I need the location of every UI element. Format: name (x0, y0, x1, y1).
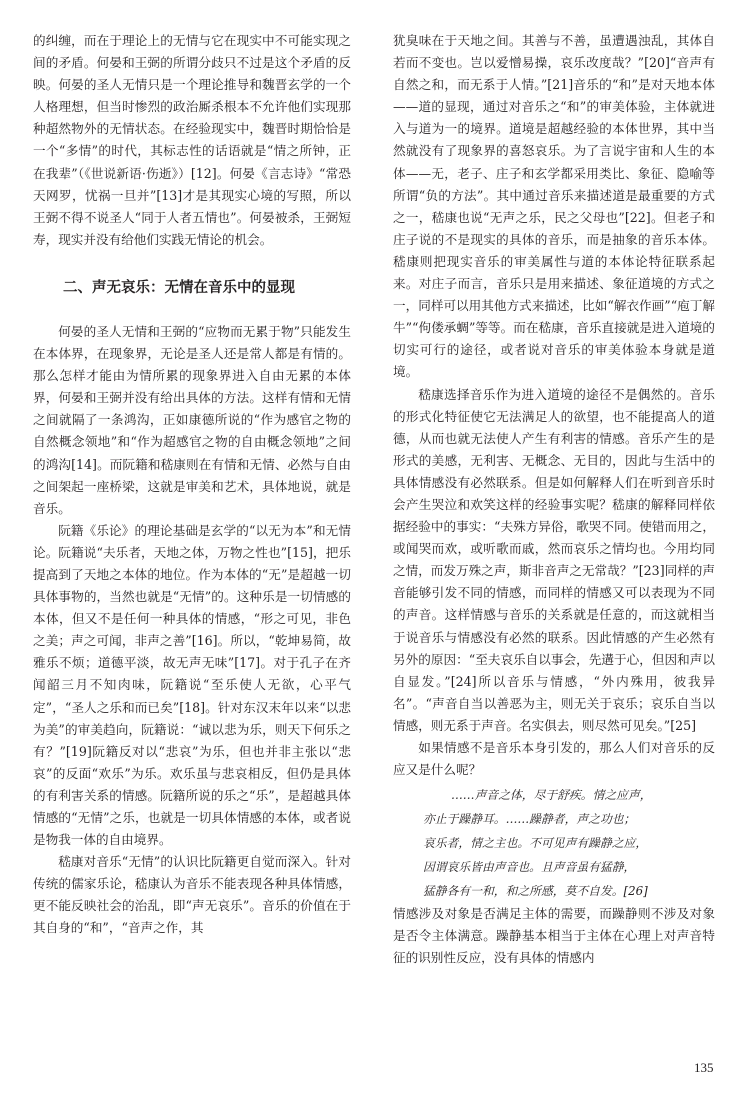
body-paragraph: 阮籍《乐论》的理论基础是玄学的“以无为本”和无情论。阮籍说“夫乐者，天地之体，万物之性也”[15]，把乐提高到了天地之本体的地位。作为本体的“无”是超越一切具体事物的，当然也就是“无情”的。这种乐是一切情感的本体，但又不是任何一种具体的情感，“形之可见，非色之美；声之可闻，非声之善”[16]。所以，“乾坤易简，故雅乐不烦；道德平淡，故无声无味”[17]。对于孔子在齐闻韶三月不知肉味，阮籍说“至乐使人无欲，心平气定”，“圣人之乐和而已矣”[18]。针对东汉末年以来“以悲为美”的审美趋向，阮籍说：“诚以悲为乐，则天下何乐之有？”[19]阮籍反对以“悲哀”为乐，但也并非主张以“悲哀”的反面“欢乐”为乐。欢乐虽与悲哀相反，但仍是具体的有利害关系的情感。阮籍所说的乐之“乐”，是超越具体情感的“无情”之乐，也就是一切具体情感的本体，或者说是物我一体的自由境界。 (33, 522, 351, 848)
right-column (393, 30, 715, 969)
page-number: 135 (694, 1060, 714, 1075)
body-paragraph: 嵇康选择音乐作为进入道境的途径不是偶然的。音乐的形式化特征使它无法满足人的欲望，也不能提高人的道德，从而也就无法使人产生有利害的情感。音乐产生的是形式的美感，无利害、无概念、无目的，因此与生活中的具体情感没有必然联系。但是如何解释人们在听到音乐时会产生哭泣和欢笑这样的经验事实呢？嵇康的解释同样依据经验中的事实：“夫殊方异俗，歌哭不同。使错而用之，或闻哭而欢，或听歌而戚，然而哀乐之情均也。今用均同之情，而发万殊之声，斯非音声之无常哉？”[23]同样的声音能够引发不同的情感，而同样的情感又可以表现为不同的声音。这样情感与音乐的关系就是任意的，而这就相当于说音乐与情感没有必然的联系。因此情感的产生必然有另外的原因：“至夫哀乐自以事会，先遘于心，但因和声以自显发。”[24]所以音乐与情感，“外内殊用，彼我异名”。“声音自当以善恶为主，则无关于哀乐；哀乐自当以情感，则无系于声音。名实俱去，则尽然可见矣。”[25] (393, 386, 715, 733)
body-paragraph: 何晏的圣人无情和王弼的“应物而无累于物”只能发生在本体界，在现象界，无论是圣人还是常人都是有情的。那么怎样才能由为情所累的现象界进入自由无累的本体界，何晏和王弼并没有给出具体的方法。这样有情和无情之间就隔了一条鸿沟，正如康德所说的“作为感官之物的自然概念领地”和“作为超感官之物的自由概念领地”之间的鸿沟[14]。而阮籍和嵇康则在有情和无情、必然与自由之间架起一座桥梁，这就是审美和艺术，具体地说，就是音乐。 (33, 323, 351, 516)
body-paragraph: 情感涉及对象是否满足主体的需要，而躁静则不涉及对象是否令主体满意。躁静基本相当于主体在心理上对声音特征的识别性反应，没有具体的情感内 (393, 906, 715, 966)
left-column (33, 30, 351, 940)
quote-line: ……声音之体，尽于舒疾。情之应声， (451, 788, 652, 803)
quote-line: 猛静各有一和，和之所感，莫不自发。[26] (423, 884, 648, 899)
body-paragraph: 如果情感不是音乐本身引发的，那么人们对音乐的反应又是什么呢？ (393, 740, 715, 778)
body-paragraph: 的纠缠，而在于理论上的无情与它在现实中不可能实现之间的矛盾。何晏和王弼的所谓分歧只不过是这个矛盾的反映。何晏的圣人无情只是一个理论推导和魏晋玄学的一个人格理想，但当时惨烈的政治厮杀根本不允许他们实现那种超然物外的无情状态。在经验现实中，魏晋时期恰恰是一个“多情”的时代，其标志性的话语就是“情之所钟，正在我辈”（《世说新语·伤逝》）[12]。何晏《言志诗》“常恐天网罗，忧祸一旦并”[13]才是其现实心境的写照，所以王弼不得不说圣人“同于人者五情也”。何晏被杀，王弼短寿，现实并没有给他们实践无情论的机会。 (33, 33, 351, 247)
quote-line: 亦止于躁静耳。……躁静者，声之功也； (423, 812, 636, 827)
block-quote (393, 783, 715, 903)
section-heading: 二、声无哀乐：无情在音乐中的显现 (63, 279, 295, 296)
body-paragraph: 嵇康对音乐“无情”的认识比阮籍更自觉而深入。针对传统的儒家乐论，嵇康认为音乐不能表现各种具体情感，更不能反映社会的治乱，即“声无哀乐”。音乐的价值在于其自身的“和”，“音声之作，其 (33, 854, 351, 936)
quote-line: 因谓哀乐皆由声音也。且声音虽有猛静， (423, 860, 636, 875)
body-paragraph: 犹臭味在于天地之间。其善与不善，虽遭遇浊乱，其体自若而不变也。岂以爱憎易操，哀乐改度哉？”[20]“音声有自然之和，而无系于人情。”[21]音乐的“和”是对天地本体——道的显现，通过对音乐之“和”的审美体验，主体就进入与道为一的境界。道境是超越经验的本体世界，其中当然就没有了现象界的喜怒哀乐。为了言说宇宙和人生的本体——无，老子、庄子和玄学都采用类比、象征、隐喻等所谓“负的方法”。其中通过音乐来描述道是最重要的方式之一，嵇康也说“无声之乐，民之父母也”[22]。但老子和庄子说的不是现实的具体的音乐，而是抽象的音乐本体。嵇康则把现实音乐的审美属性与道的本体论特征联系起来。对庄子而言，音乐只是用来描述、象征道境的方式之一，同样可以用其他方式来描述，比如“解衣作画”“庖丁解牛”“佝偻承蜩”等等。而在嵇康，音乐直接就是进入道境的切实可行的途径，或者说对音乐的审美体验本身就是道境。 (393, 33, 715, 380)
quote-line: 哀乐者，情之主也。不可见声有躁静之应， (423, 836, 648, 851)
